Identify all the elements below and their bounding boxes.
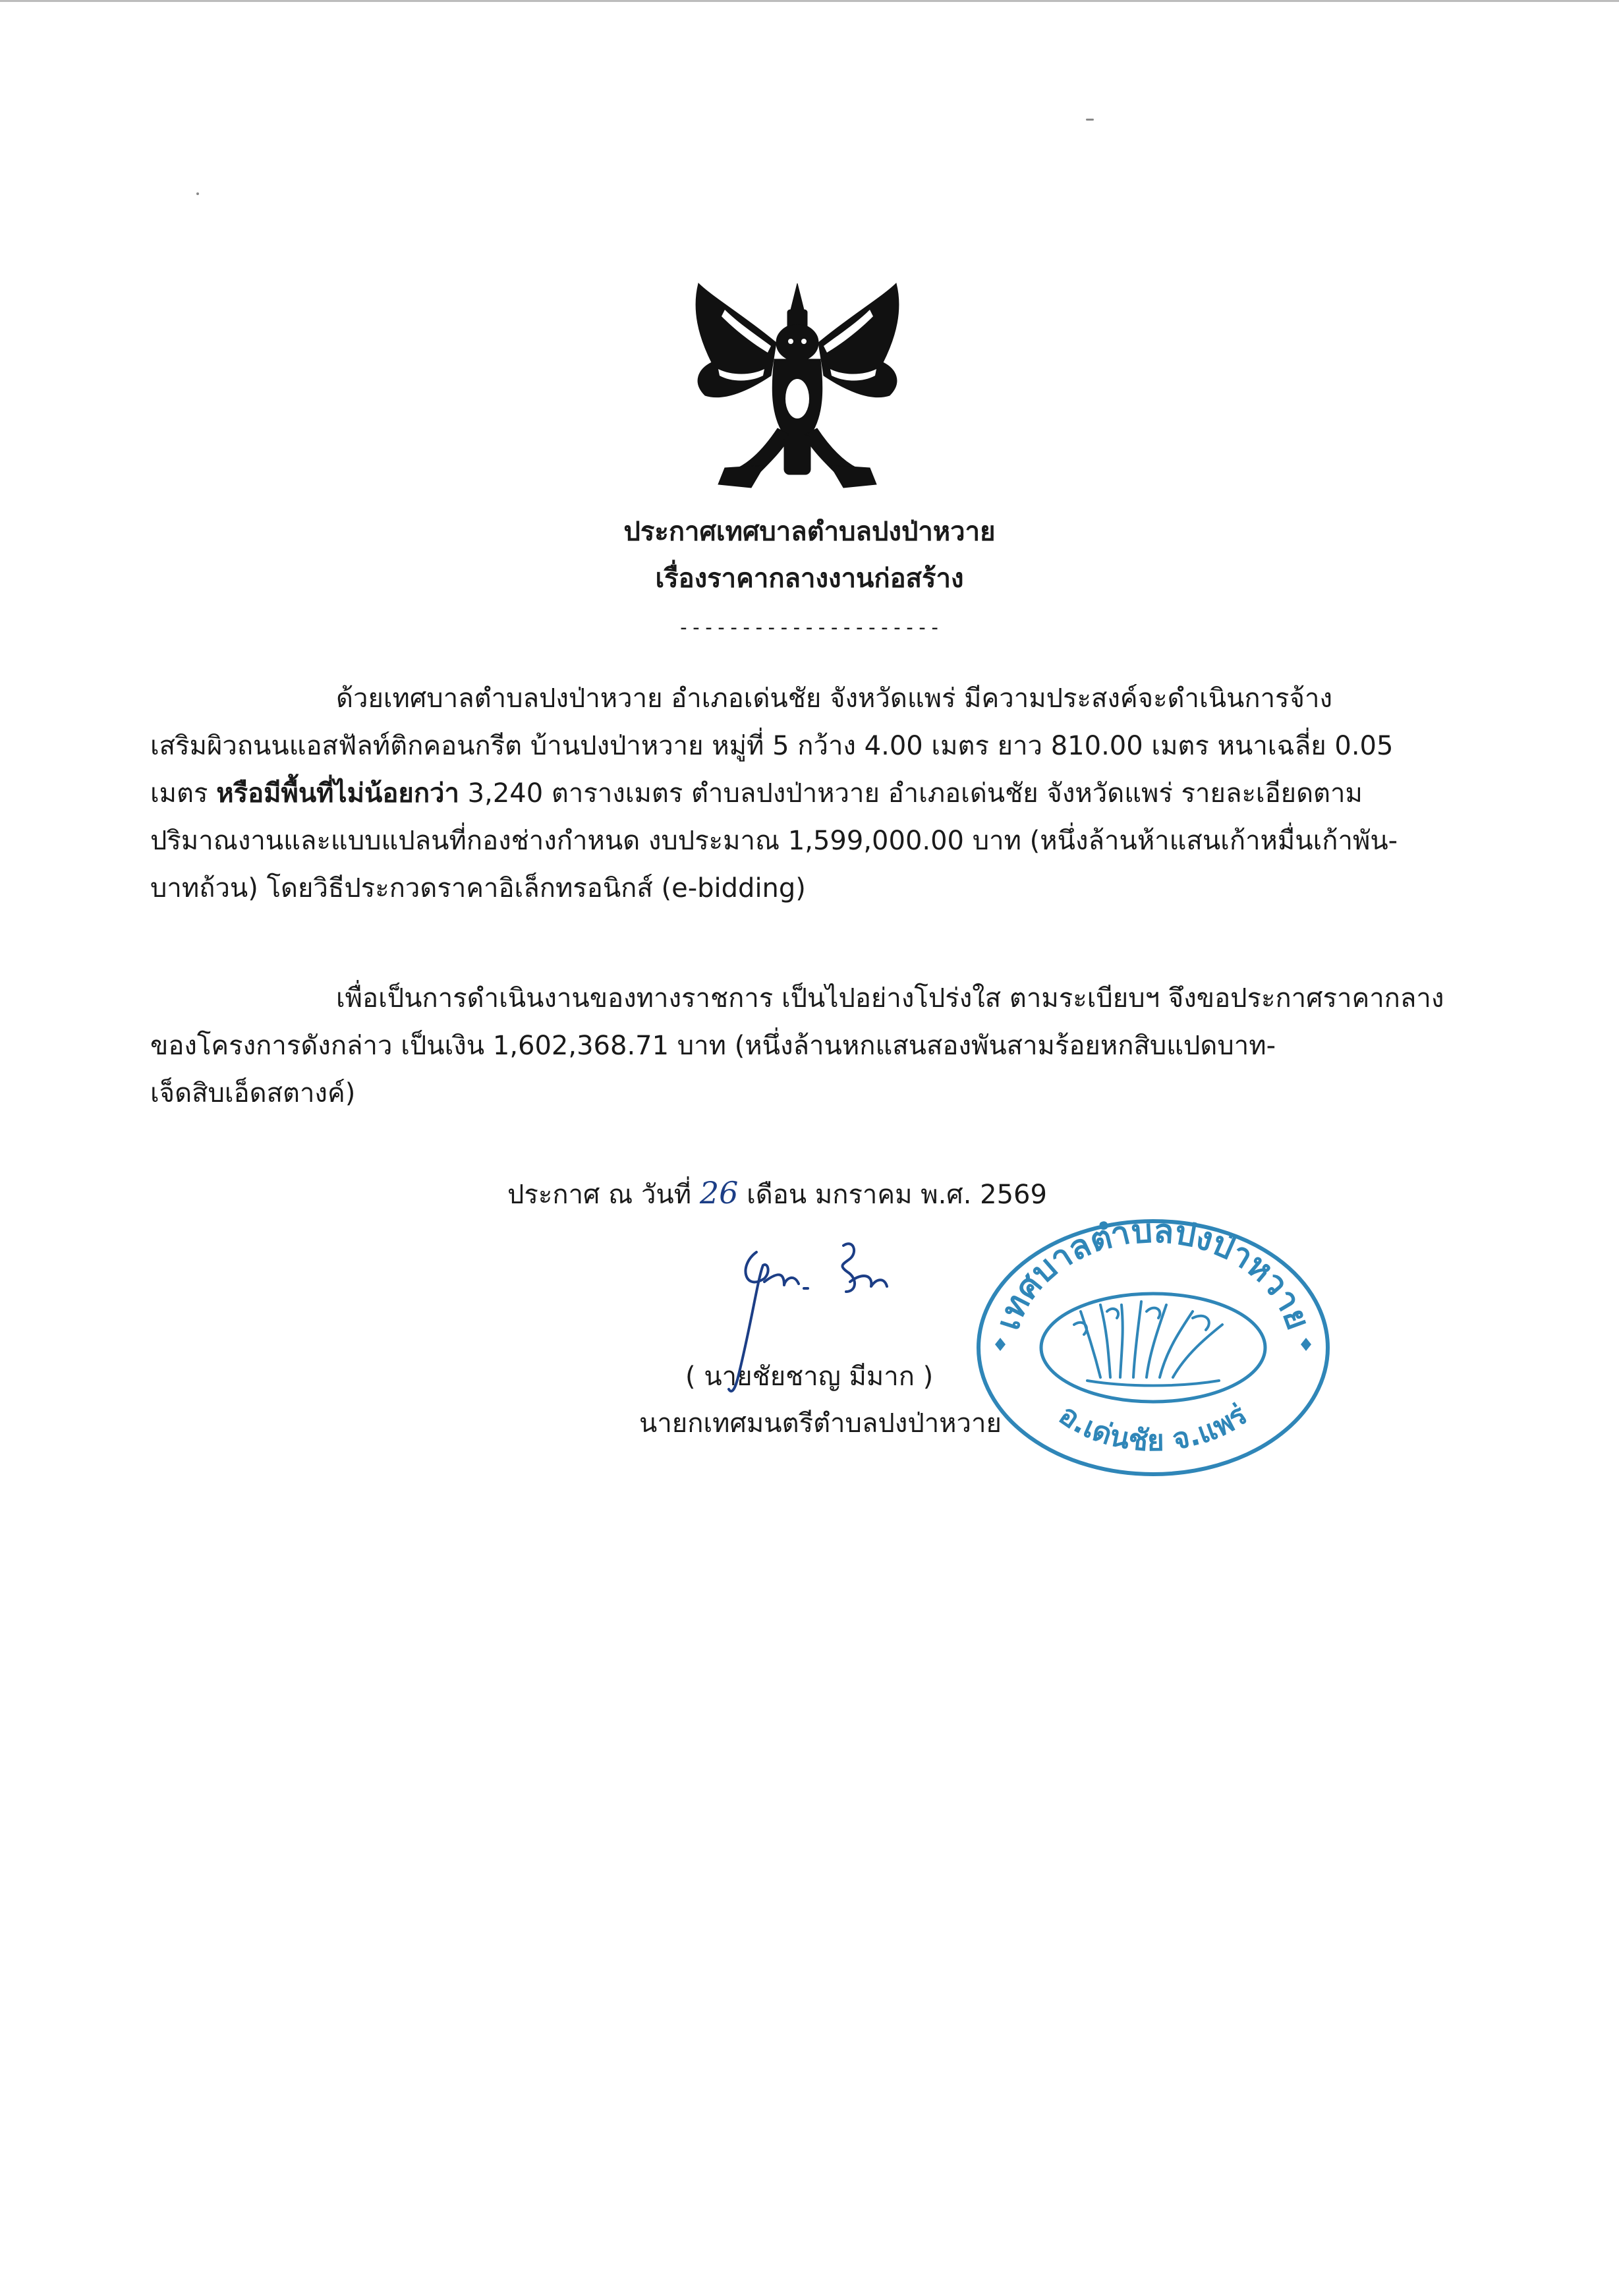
- text-span: 3,240 ตารางเมตร ตำบลปงป่าหวาย อำเภอเด่นชัย จังหวัดแพร่ รายละเอียดตาม: [459, 778, 1363, 809]
- announcement-date: [507, 1173, 1047, 1215]
- paragraph-line: [150, 770, 1363, 817]
- document-title: ประกาศเทศบาลตำบลปงป่าหวาย: [623, 517, 996, 547]
- scan-top-edge: [0, 0, 1619, 2]
- paragraph-line: ของโครงการดังกล่าว เป็นเงิน 1,602,368.71 บาท (หนึ่งล้านหกแสนสองพันสามร้อยหกสิบแปดบาท-: [150, 1031, 1276, 1061]
- garuda-emblem-icon: [685, 270, 909, 507]
- seal-bottom-text: อ.เด่นชัย จ.แพร่: [1052, 1398, 1254, 1458]
- title-divider: ---------------------: [677, 616, 942, 639]
- document-subject: เรื่องราคากลางงานก่อสร้าง: [655, 563, 964, 594]
- scan-speck: [1086, 119, 1094, 121]
- handwritten-signature-icon: [685, 1226, 949, 1410]
- bold-text-span: หรือมีพื้นที่ไม่น้อยกว่า: [216, 778, 459, 809]
- paragraph-line: ปริมาณงานและแบบแปลนที่กองช่างกำหนด งบประมาณ 1,599,000.00 บาท (หนึ่งล้านห้าแสนเก้าหมื่นเก้าพัน-: [150, 826, 1398, 856]
- paragraph-line: ด้วยเทศบาลตำบลปงป่าหวาย อำเภอเด่นชัย จังหวัดแพร่ มีความประสงค์จะดำเนินการจ้าง: [336, 683, 1332, 714]
- paragraph-line: เจ็ดสิบเอ็ดสตางค์): [150, 1078, 356, 1108]
- paragraph-line: บาทถ้วน) โดยวิธีประกวดราคาอิเล็กทรอนิกส์ (e-bidding): [150, 873, 806, 904]
- signatory-name: ( นายชัยชาญ มีมาก ): [685, 1362, 934, 1392]
- date-suffix: เดือน มกราคม พ.ศ. 2569: [738, 1180, 1047, 1210]
- scan-speck: [196, 192, 199, 195]
- text-span: เมตร: [150, 778, 217, 809]
- handwritten-day: 26: [699, 1175, 739, 1211]
- seal-top-text: เทศบาลตำบลปงป่าหวาย: [988, 1213, 1318, 1335]
- paragraph-line: เสริมผิวถนนแอสฟัลท์ติกคอนกรีต บ้านปงป่าหวาย หมู่ที่ 5 กว้าง 4.00 เมตร ยาว 810.00 เมตร หนาเฉลี่ย 0.05: [150, 731, 1394, 761]
- official-seal-icon: [969, 1213, 1338, 1483]
- date-prefix: ประกาศ ณ วันที่: [507, 1180, 700, 1210]
- signatory-position: นายกเทศมนตรีตำบลปงป่าหวาย: [639, 1408, 1002, 1439]
- paragraph-line: เพื่อเป็นการดำเนินงานของทางราชการ เป็นไปอย่างโปร่งใส ตามระเบียบฯ จึงขอประกาศราคากลาง: [336, 983, 1444, 1014]
